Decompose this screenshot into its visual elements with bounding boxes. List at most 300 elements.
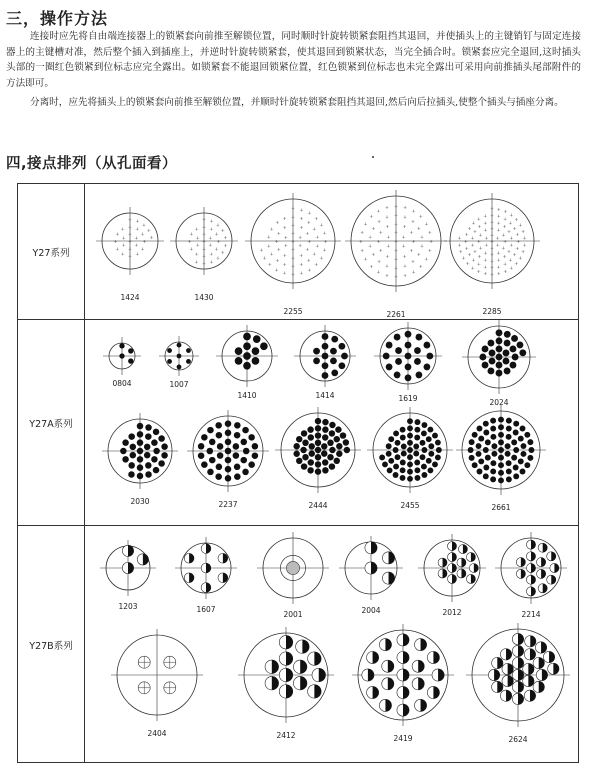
contact-pin [432,461,438,467]
contact-pin [119,343,124,348]
contact-pin [478,436,484,442]
contact-mark: + [290,263,296,270]
connector-2214 [493,530,569,619]
contact-mark: + [113,239,118,245]
contact-mark: + [363,256,368,263]
connector-diagram [464,621,572,729]
contact-pin [186,348,191,353]
contact-mark: + [307,239,312,245]
contact-pin [144,444,151,451]
contact-socket-fill [554,563,559,572]
contact-socket-fill [314,685,321,699]
contact-pin [482,362,489,369]
contact-socket-fill [300,660,307,674]
contact-mark: + [223,242,228,249]
connector-diagram [243,191,343,291]
contact-mark: + [376,208,381,215]
contact-mark: + [214,231,219,238]
contact-pin [504,331,511,338]
connector-code: 2412 [276,731,296,740]
contact-pin [407,461,413,467]
contact-socket-fill [389,572,395,584]
contact-pin [322,362,329,369]
contact-pin [215,473,222,480]
contact-mark: + [508,220,513,227]
contact-mark: + [314,215,319,222]
contact-mark: + [457,242,462,249]
contact-mark: + [467,225,472,232]
contact-mark: + [290,247,296,254]
contact-mark: + [470,242,475,249]
contact-pin [498,432,504,438]
contact-mark: + [276,247,281,254]
contact-mark: + [522,235,527,242]
contact-mark: + [489,225,495,232]
contact-pin [302,440,308,446]
contact-mark: + [127,231,133,238]
connector-code: 2624 [508,735,528,744]
connector-2285 [442,191,542,316]
contact-pin [393,464,399,470]
contact-mark: + [297,234,303,241]
contact-pin [209,439,216,446]
contact-pin [234,422,241,429]
contact-pin [321,443,327,449]
contact-mark: + [194,251,199,258]
connector-code: 1007 [169,380,189,389]
series-label: Y27A系列 [18,320,85,526]
contact-pin [338,362,345,369]
contact-pin [225,466,232,473]
contact-socket-fill [551,552,556,561]
contact-pin [322,467,328,473]
contact-mark: + [478,232,483,239]
contact-mark: + [187,239,192,245]
contact-mark: + [319,255,324,262]
contact-pin [151,456,158,463]
contact-socket-fill [452,542,457,551]
contact-pin [242,469,249,476]
contact-mark: + [496,227,501,234]
contact-pin [512,354,519,361]
contact-pin [248,461,255,468]
contact-pin [329,463,335,469]
contact-pin [421,422,427,428]
connector-diagram [185,408,271,494]
contact-mark: + [489,239,495,245]
contact-pin [336,443,342,449]
contact-socket-fill [531,563,536,572]
contact-mark: + [489,271,495,278]
contact-pin [400,467,406,473]
contact-mark: + [127,253,133,260]
contact-pin [503,350,510,357]
contact-pin [483,465,489,471]
contact-mark: + [409,230,414,237]
contact-pin [235,347,243,355]
contact-mark: + [120,226,125,233]
connector-group [85,320,578,526]
contact-mark: + [299,262,304,269]
contact-pin [243,362,251,370]
contact-mark: + [194,226,199,233]
contact-pin [505,451,511,457]
connector-diagram [157,334,201,378]
contact-pin [215,422,222,429]
contact-mark: + [503,239,508,245]
contact-mark: + [496,257,501,264]
contact-socket-fill [373,686,379,698]
series-label: Y27系列 [18,184,85,319]
contact-mark: + [489,232,495,239]
contact-socket-fill [530,690,536,701]
connector-code: 2030 [130,497,150,506]
contact-socket-fill [371,562,377,574]
contact-socket-fill [143,554,149,565]
contact-mark: + [276,230,281,237]
contact-pin [329,447,335,453]
connector-1607 [173,535,239,614]
contact-pin [242,427,249,434]
contact-mark: + [378,230,383,237]
contact-socket-fill [518,693,524,704]
contact-mark: + [470,265,475,272]
contact-pin [414,427,420,433]
connector-diagram [94,205,166,277]
contact-mark: + [424,256,429,263]
contact-socket-fill [272,660,279,674]
contact-pin [243,352,251,360]
contact-mark: + [359,229,365,236]
contact-socket-fill [300,676,307,690]
contact-pin [414,435,420,441]
contact-mark: + [393,247,399,254]
contact-pin [490,426,496,432]
connector-code: 2214 [521,610,541,619]
contact-pin [322,353,329,360]
contact-socket-fill [418,660,424,672]
contact-mark: + [290,214,296,221]
contact-pin [260,342,268,350]
contact-pin [506,468,512,474]
contact-mark: + [149,235,154,242]
contact-mark: + [472,248,478,255]
contact-pin [177,354,182,359]
contact-pin [506,476,512,482]
contact-pin [327,454,333,460]
contact-mark: + [121,242,126,249]
contact-pin [498,455,504,461]
contact-socket-fill [531,587,536,596]
contact-pin [427,427,433,433]
contact-mark: + [209,259,214,266]
contact-pin [472,432,478,438]
contact-mark: + [209,218,214,225]
contact-mark: + [371,225,376,232]
connector-1203 [98,538,158,611]
contact-pin [479,354,486,361]
contact-pin [315,468,321,474]
contact-mark: + [319,222,324,229]
contact-mark: + [208,242,213,249]
contact-socket-fill [521,569,526,578]
contact-mark: + [495,235,500,242]
contact-mark: + [189,231,194,238]
contact-socket-fill [403,686,409,698]
contact-pin [395,440,401,446]
contact-pin [521,451,527,457]
connector-code: 2404 [147,729,167,738]
contact-pin [496,354,503,361]
connector-code: 1424 [120,293,140,302]
contact-mark: + [312,251,317,258]
connector-2024 [460,318,538,407]
contact-pin [498,439,504,445]
contact-pin [472,462,478,468]
contact-pin [504,368,511,375]
contact-socket-fill [189,553,194,563]
contact-pin [394,372,401,379]
contact-socket-fill [530,649,536,660]
contact-pin [233,452,240,459]
contact-mark: + [393,256,399,263]
contact-pin [119,353,124,358]
contact-pin [313,357,320,364]
connector-1007 [157,334,201,389]
contact-mark: + [385,254,390,261]
contact-pin [315,440,321,446]
contact-pin [153,429,160,436]
contact-pin [301,463,307,469]
contact-pin [322,372,329,379]
contact-pin [513,447,519,453]
contact-socket-fill [385,699,391,711]
contact-mark: + [262,255,267,262]
contact-pin [243,342,251,350]
contact-pin [498,447,504,453]
contact-socket-fill [494,669,500,680]
contact-mark: + [201,217,207,224]
contact-mark: + [458,249,463,256]
connector-code: 1203 [118,602,138,611]
connector-2255 [243,191,343,316]
contact-pin [395,454,401,460]
contact-pin [315,461,321,467]
contact-pin [489,358,496,365]
contact-mark: + [127,217,133,224]
contact-pin [122,439,129,446]
connector-diagram [255,530,331,606]
contact-mark: + [282,262,287,269]
contact-pin [519,349,526,356]
contact-socket-fill [539,681,545,692]
contact-mark: + [371,252,376,259]
contact-socket-fill [286,685,293,699]
connector-code: 2455 [400,501,420,510]
contact-mark: + [472,229,478,236]
contact-pin [122,456,129,463]
contact-mark: + [315,234,320,241]
contact-pin [518,458,524,464]
contact-socket-fill [206,583,211,593]
contact-pin [405,364,412,371]
contact-pin [426,436,432,442]
contact-socket-fill [541,558,546,567]
contact-pin [198,452,205,459]
contact-pin [201,461,208,468]
contact-pin [334,458,340,464]
contact-pin [421,464,427,470]
contact-pin [513,465,519,471]
contact-pin [478,458,484,464]
contact-pin [293,451,299,457]
contact-mark: + [506,229,512,236]
connector-2455 [365,405,455,510]
contact-pin [477,426,483,432]
contact-pin [511,439,517,445]
contact-pin [469,439,475,445]
contact-pin [416,334,423,341]
contact-pin [415,419,421,425]
contact-pin [490,418,496,424]
contact-socket-fill [461,558,466,567]
contact-pin [252,347,260,355]
connector-diagram [214,323,280,389]
contact-pin [128,358,133,363]
contact-mark: + [369,214,374,221]
contact-pin [234,432,241,439]
contact-mark: + [306,220,311,227]
connector-code: 1619 [398,394,418,403]
contact-pin [383,353,390,360]
contact-socket-fill [452,574,457,583]
contact-pin [233,443,240,450]
contact-socket-fill [189,573,194,583]
connector-diagram [442,191,542,291]
connector-code: 2661 [491,503,511,512]
contact-mark: + [489,245,495,252]
contact-pin [498,477,504,483]
contact-pin [505,443,511,449]
contact-pin [407,476,413,482]
contact-pin [130,452,137,459]
contact-pin [335,426,341,432]
contact-mark: + [418,214,423,221]
contact-socket-fill [421,699,427,711]
connector-2001 [255,530,331,619]
contact-mark: + [418,263,423,270]
contact-pin [252,452,259,459]
contact-mark: + [282,215,287,222]
contact-mark: + [314,262,319,269]
connector-diagram [101,335,143,377]
contact-mark: + [489,219,495,226]
contact-mark: + [134,235,139,242]
contact-mark: + [363,221,368,228]
contact-mark: + [322,230,327,237]
contact-pin [386,451,392,457]
contact-pin [424,364,431,371]
contact-mark: + [464,245,469,252]
contact-mark: + [514,260,519,267]
contact-mark: + [194,259,199,266]
contact-mark: + [401,234,406,241]
connector-code: 2419 [393,734,413,743]
contact-pin [322,333,329,340]
contact-mark: + [509,235,514,242]
contact-pin [253,335,261,343]
contact-socket-fill [373,651,379,663]
contact-mark: + [515,232,520,239]
contact-mark: + [209,226,214,233]
contact-mark: + [424,221,429,228]
contact-pin [144,452,151,459]
contact-socket-fill [521,558,526,567]
contact-mark: + [503,268,508,275]
contact-mark: + [367,243,373,250]
contact-mark: + [402,205,408,212]
contact-socket-fill [206,563,211,573]
contact-mark: + [220,249,226,256]
contact-pin [343,439,349,445]
contact-mark: + [457,235,462,242]
contact-mark: + [282,224,287,231]
contact-pin [503,358,510,365]
contact-pin [315,425,321,431]
contact-mark: + [269,226,274,233]
contact-pin [400,460,406,466]
contact-socket-fill [368,669,374,681]
contact-mark: + [506,248,512,255]
contact-socket-fill [474,563,479,572]
contact-mark: + [290,271,296,278]
connector-code: 1414 [315,391,335,400]
contact-mark: + [512,252,517,259]
connector-diagram [372,320,444,392]
contact-pin [527,455,533,461]
contact-pin [137,456,144,463]
contact-pin [153,467,160,474]
contact-pin [524,432,530,438]
contact-mark: + [496,271,501,278]
contact-pin [128,348,133,353]
contact-pin [329,422,335,428]
contact-pin [137,431,144,438]
contact-socket-fill [553,663,559,674]
contact-mark: + [135,251,140,258]
contact-mark: + [393,212,399,219]
connector-code: 2255 [283,307,303,316]
contact-pin [225,420,232,427]
contact-pin [158,460,165,467]
contact-socket-fill [206,544,211,554]
contact-socket-fill [471,553,475,562]
contact-mark: + [483,257,488,264]
contact-pin [217,443,224,450]
contact-mark: + [208,235,213,242]
contact-pin [201,434,208,441]
contact-mark: + [283,234,289,241]
contact-pin [483,421,489,427]
contact-mark: + [393,274,399,281]
contact-mark: + [201,260,207,267]
contact-pin [296,458,302,464]
contact-pin [527,439,533,445]
contact-mark: + [259,247,264,254]
contact-pin [322,419,328,425]
contact-pin [393,447,399,453]
contact-socket-fill [463,545,468,554]
